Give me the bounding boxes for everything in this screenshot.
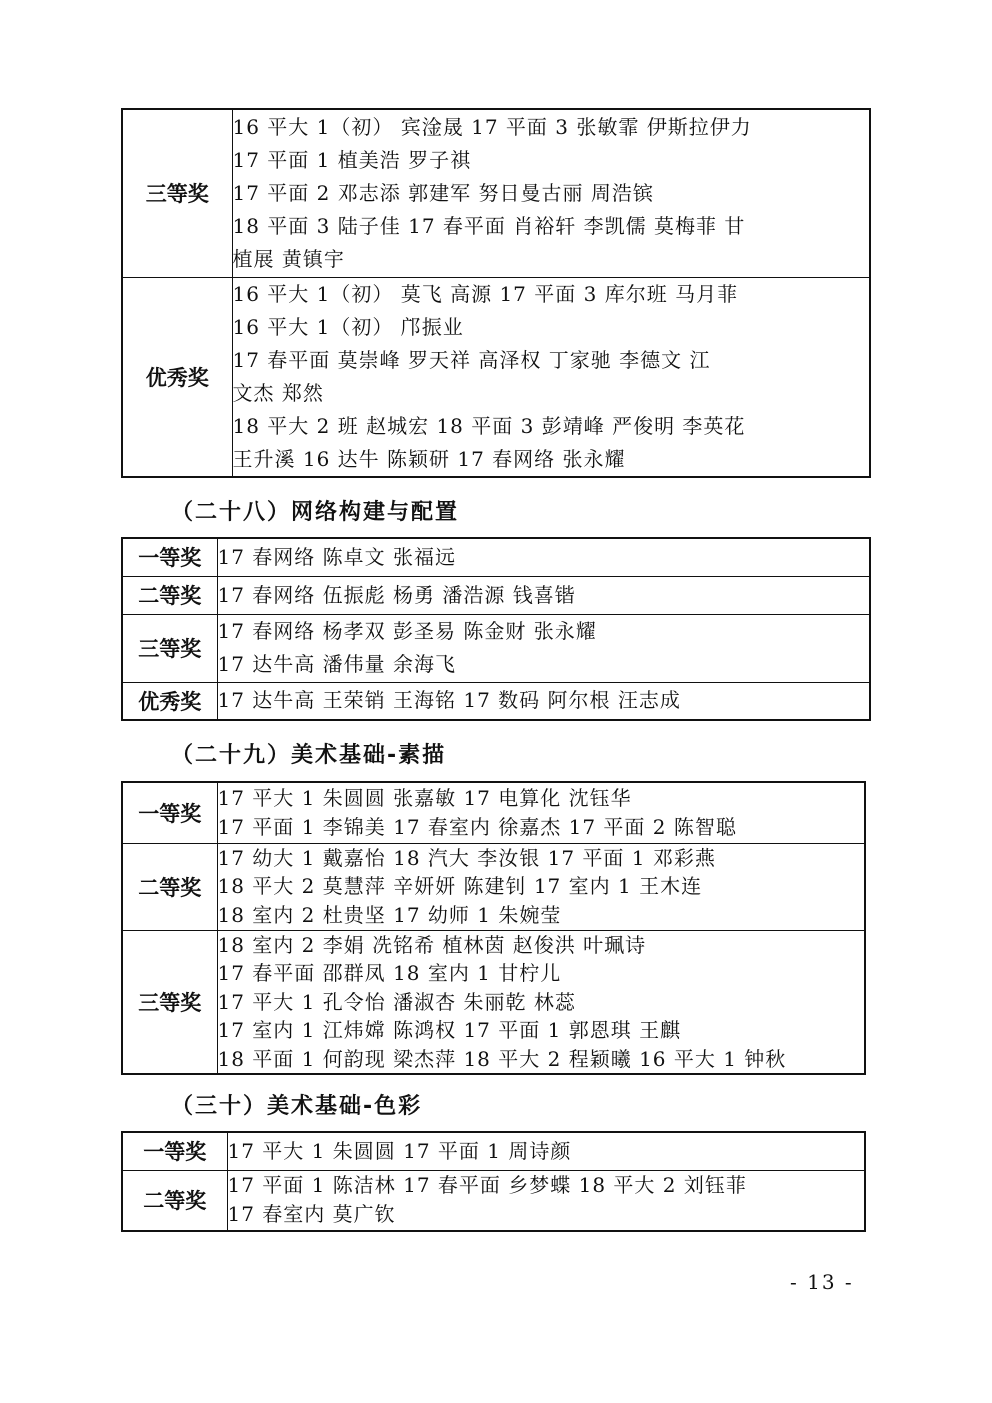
winner-line: 17 平面 1 李锦美 17 春室内 徐嘉杰 17 平面 2 陈智聪 [217,814,737,839]
award-table-network [121,537,871,721]
award-level: 二等奖 [122,843,217,930]
award-row [122,576,870,614]
winner-line: 16 平大 1（初） 莫飞 高源 17 平面 3 库尔班 马月菲 [232,281,739,306]
winner-line: 植展 黄镇宇 [232,246,345,271]
winner-line: 17 平大 1 朱圆圆 张嘉敏 17 电算化 沈钰华 [217,786,632,811]
page-number: - 13 - [790,1270,854,1294]
winner-list [217,843,865,930]
award-table-body [122,538,870,720]
winner-line: 16 平大 1（初） 宾淦晟 17 平面 3 张敏霏 伊斯拉伊力 [232,114,752,139]
section-title-29: （二十九）美术基础-素描 [171,743,447,768]
winner-line: 17 春平面 莫崇峰 罗天祥 高泽权 丁家驰 李德文 江 [232,347,711,372]
award-level: 优秀奖 [122,277,232,477]
winner-line: 17 平大 1 孔令怡 潘淑杏 朱丽乾 林蕊 [217,989,576,1014]
winner-line: 17 平面 1 陈洁林 17 春平面 乡梦蝶 18 平大 2 刘钰菲 [227,1173,747,1198]
winner-list [217,576,870,614]
winner-line: 17 春网络 陈卓文 张福远 [217,544,457,569]
winner-line: 17 春室内 莫广钦 [227,1202,396,1227]
winner-line: 17 达牛高 王荣销 王海铭 17 数码 阿尔根 汪志成 [217,688,681,713]
section-title-28: （二十八）网络构建与配置 [171,500,460,525]
winner-list [217,930,865,1074]
award-table-sketch [121,781,866,1075]
award-row [122,614,870,682]
winner-line: 18 平大 2 莫慧萍 辛妍妍 陈建钊 17 室内 1 王木连 [217,874,703,899]
award-row [122,682,870,720]
winner-line: 17 达牛高 潘伟量 余海飞 [217,652,457,676]
winner-line: 18 平大 2 班 赵城宏 18 平面 3 彭靖峰 严俊明 李英花 [232,413,746,438]
winner-line: 17 春网络 杨孝双 彭圣易 陈金财 张永耀 [217,619,597,643]
winner-line: 17 春平面 邵群凤 18 室内 1 甘柠儿 [217,961,562,985]
award-row [122,277,870,477]
winner-line: 王升溪 16 达牛 陈颖研 17 春网络 张永耀 [232,446,626,471]
winner-line: 18 平面 3 陆子佳 17 春平面 肖裕轩 李凯儒 莫梅菲 甘 [232,213,746,238]
winner-line: 17 室内 1 江炜嫦 陈鸿权 17 平面 1 郭恩琪 王麒 [217,1018,682,1042]
award-table-body [122,109,870,477]
award-table-color [121,1131,866,1232]
award-level: 二等奖 [122,1170,227,1231]
award-level: 一等奖 [122,538,217,576]
winner-list [227,1170,865,1231]
winner-list [232,109,870,277]
award-row [122,782,865,843]
award-row [122,1170,865,1231]
award-row [122,930,865,1074]
winner-list [227,1132,865,1170]
award-level: 三等奖 [122,614,217,682]
winner-list [217,782,865,843]
award-row [122,843,865,930]
winner-line: 17 平面 1 植美浩 罗子祺 [232,147,472,172]
award-row [122,538,870,576]
award-level: 三等奖 [122,109,232,277]
winner-line: 17 春网络 伍振彪 杨勇 潘浩源 钱喜锴 [217,582,576,607]
winner-line: 17 幼大 1 戴嘉怡 18 汽大 李汝银 17 平面 1 邓彩燕 [217,845,716,870]
award-table-continued [121,108,871,478]
award-level: 三等奖 [122,930,217,1074]
winner-line: 17 平面 2 邓志添 郭建军 努日曼古丽 周浩镔 [232,180,654,205]
award-table-body [122,1132,865,1231]
winner-line: 16 平大 1（初） 邝振业 [232,314,464,339]
award-level: 二等奖 [122,576,217,614]
winner-list [217,614,870,682]
award-table-body [122,782,865,1074]
award-row [122,109,870,277]
section-title-30: （三十）美术基础-色彩 [171,1094,423,1119]
award-level: 一等奖 [122,782,217,843]
winner-line: 文杰 郑然 [232,380,324,405]
winner-line: 18 平面 1 何韵现 梁杰萍 18 平大 2 程颖曦 16 平大 1 钟秋 [217,1046,787,1071]
award-level: 一等奖 [122,1132,227,1170]
winner-line: 18 室内 2 杜贵坚 17 幼师 1 朱婉莹 [217,902,562,927]
winner-line: 17 平大 1 朱圆圆 17 平面 1 周诗颜 [227,1138,572,1163]
award-level: 优秀奖 [122,682,217,720]
winner-list [232,277,870,477]
award-row [122,1132,865,1170]
winner-line: 18 室内 2 李娟 冼铭希 植林茵 赵俊洪 叶珮诗 [217,932,647,957]
winner-list [217,538,870,576]
winner-list [217,682,870,720]
